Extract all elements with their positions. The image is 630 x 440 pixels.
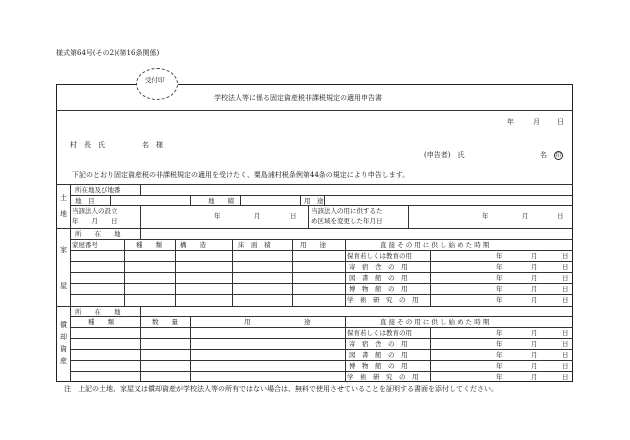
date-day: 日: [557, 118, 564, 126]
land-use-label: 用 途: [304, 197, 324, 205]
house-row5-month: 月: [531, 296, 538, 304]
house-row2-month: 月: [531, 263, 538, 271]
reception-stamp: [136, 68, 178, 100]
land-establishment-label-2: 年 月 日: [72, 217, 118, 225]
assets-row3-month: 月: [531, 351, 538, 359]
applicant-name-suffix: 名: [540, 151, 547, 159]
assets-row5-year: 年: [496, 373, 503, 381]
house-col-type: 種 類: [136, 241, 162, 249]
house-use-dormitory: 寄 宿 舎 の 用: [349, 263, 408, 271]
assets-row4-year: 年: [496, 362, 503, 370]
house-row4-day: 日: [562, 285, 569, 293]
assets-use-museum: 博 物 館 の 用: [349, 362, 408, 370]
assets-use-dormitory: 寄 宿 舎 の 用: [349, 340, 408, 348]
assets-col-type: 種 類: [88, 318, 114, 326]
assets-col-use-1: 用: [244, 318, 251, 326]
house-row3-year: 年: [496, 274, 503, 282]
land-change-month: 月: [522, 212, 529, 220]
assets-row2-year: 年: [496, 340, 503, 348]
land-est-day: 日: [290, 212, 297, 220]
house-row4-year: 年: [496, 285, 503, 293]
house-row2-day: 日: [562, 263, 569, 271]
house-col-number: 家屋番号: [72, 241, 98, 249]
assets-col-use-2: 途: [304, 318, 311, 326]
land-change-year: 年: [482, 212, 489, 220]
assets-side-label-4: 産: [60, 357, 67, 365]
assets-row3-day: 日: [562, 351, 569, 359]
date-month: 月: [533, 118, 540, 126]
addressee-title: 村 長 氏: [70, 141, 105, 149]
house-location-label: 所 在 地: [75, 230, 121, 238]
house-row1-year: 年: [496, 252, 503, 260]
land-est-year: 年: [214, 212, 221, 220]
assets-location-label: 所 在 地: [75, 308, 121, 316]
date-year: 年: [507, 118, 514, 126]
assets-row5-day: 日: [562, 373, 569, 381]
addressee-honorific: 名 様: [142, 141, 163, 149]
land-location-label: 所在地及び地番: [75, 186, 121, 194]
assets-use-research: 学 術 研 究 の 用: [347, 373, 419, 381]
house-use-museum: 博 物 館 の 用: [349, 285, 408, 293]
house-col-start-date: 直 接 そ の 用 に 供 し 始 め た 時 期: [380, 241, 490, 249]
assets-side-label-3: 資: [60, 345, 67, 353]
assets-row3-year: 年: [496, 351, 503, 359]
house-row3-month: 月: [531, 274, 538, 282]
assets-use-education: 保育若しくは教育の用: [347, 329, 412, 337]
assets-row5-month: 月: [531, 373, 538, 381]
house-col-structure: 構 造: [180, 241, 206, 249]
title-divider: [56, 110, 573, 111]
land-side-label-1: 土: [60, 194, 67, 202]
house-use-library: 図 書 館 の 用: [349, 274, 408, 282]
assets-row1-month: 月: [531, 329, 538, 337]
house-side-label-1: 家: [60, 246, 67, 254]
house-col-floor-area: 床 面 積: [238, 241, 271, 249]
house-use-education: 保育若しくは教育の用: [347, 252, 412, 260]
house-col-use: 用 途: [300, 241, 326, 249]
land-change-label-2: め区域を変更した年月日: [311, 217, 383, 225]
assets-use-library: 図 書 館 の 用: [349, 351, 408, 359]
footnote: 注 上記の土地、家屋又は償却資産が学校法人等の所有ではない場合は、無料で使用させていることを証明する書面を添付してください。: [64, 385, 498, 393]
land-side-label-2: 地: [60, 210, 67, 218]
assets-col-quantity: 数 量: [152, 318, 178, 326]
house-use-research: 学 術 研 究 の 用: [347, 296, 419, 304]
assets-col-start-date: 直 接 そ の 用 に 供 し 始 め た 時 期: [380, 318, 490, 326]
form-number: 様式第64号(その2)(第16条関係): [56, 49, 160, 57]
assets-row1-day: 日: [562, 329, 569, 337]
assets-top-line: [56, 306, 573, 307]
house-row1-month: 月: [531, 252, 538, 260]
house-row1-day: 日: [562, 252, 569, 260]
house-row3-day: 日: [562, 274, 569, 282]
applicant-label: (申告者) 氏: [424, 151, 465, 159]
house-top-line: [56, 228, 573, 229]
assets-row2-month: 月: [531, 340, 538, 348]
house-row5-day: 日: [562, 296, 569, 304]
land-change-label-1: 当該法人の用に供するた: [311, 207, 383, 215]
form-title: 学校法人等に係る固定資産税非課税規定の適用申告書: [214, 94, 382, 102]
house-row2-year: 年: [496, 263, 503, 271]
land-establishment-label-1: 当該法人の設立: [72, 207, 118, 215]
seal-mark: 印: [555, 153, 562, 159]
house-row5-year: 年: [496, 296, 503, 304]
assets-row4-month: 月: [531, 362, 538, 370]
land-chimoku-label: 地 目: [75, 197, 95, 205]
land-top-line: [56, 184, 573, 185]
land-change-day: 日: [557, 212, 564, 220]
land-area-label: 地 積: [208, 197, 234, 205]
house-side-label-2: 屋: [60, 282, 67, 290]
assets-side-label-1: 償: [60, 321, 67, 329]
reception-stamp-label: 受付印: [145, 76, 165, 84]
land-est-month: 月: [254, 212, 261, 220]
assets-side-label-2: 却: [60, 333, 67, 341]
assets-row1-year: 年: [496, 329, 503, 337]
statement-text: 下記のとおり固定資産税の非課税規定の適用を受けたく、粟島浦村税条例第44条の規定により申告します。: [72, 171, 410, 179]
house-row4-month: 月: [531, 285, 538, 293]
assets-row2-day: 日: [562, 340, 569, 348]
assets-row4-day: 日: [562, 362, 569, 370]
